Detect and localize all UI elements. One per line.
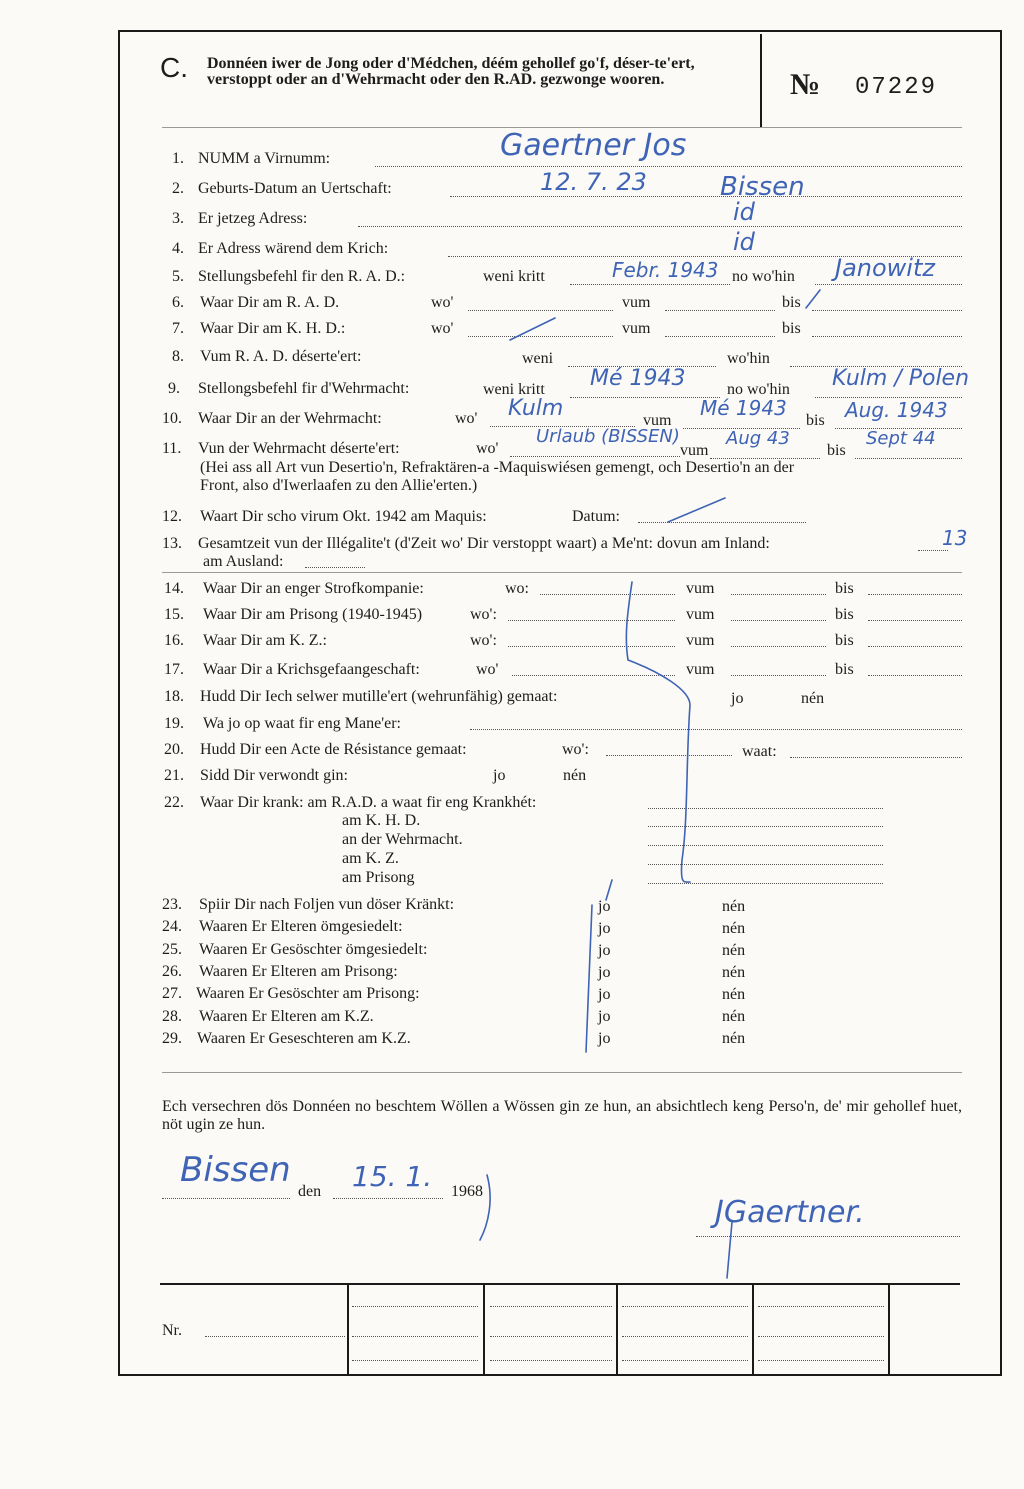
- row-26-number: 26.: [162, 963, 182, 980]
- row-23-no[interactable]: nén: [722, 898, 746, 915]
- declaration-text: Ech versechren dös Donnéen no beschtem Wöllen a Wössen gin ze hun, an absichtlech keng Perso'n, de' mir gehollef huet, nöt ugin ze hun.: [162, 1098, 962, 1133]
- row-18-label: Hudd Dir Iech selwer mutille'ert (wehrunfähig) gemaat:: [200, 688, 558, 705]
- stroke-row12: [668, 498, 725, 522]
- row-11-to-answer: Sept 44: [866, 428, 936, 449]
- row-24-yes[interactable]: jo: [598, 920, 611, 937]
- stroke-23-29: [586, 905, 592, 1052]
- row-26-yes[interactable]: jo: [598, 964, 611, 981]
- row-25-number: 25.: [162, 941, 182, 958]
- den-label: den: [298, 1183, 322, 1200]
- row-4-number: 4.: [172, 240, 184, 257]
- row-9-when-answer: Mé 1943: [590, 366, 686, 391]
- row-7-to-label: bis: [782, 320, 801, 337]
- date-answer: 15. 1.: [352, 1160, 433, 1193]
- row-6-label: Waar Dir am R. A. D.: [200, 294, 340, 311]
- row-11-to-label: bis: [827, 442, 846, 459]
- row-16-to-label: bis: [835, 632, 854, 649]
- row-1-answer: Gaertner Jos: [500, 128, 687, 163]
- row-13-label: Gesamtzeit vun der Illégalite't (d'Zeit wo' Dir verstoppt waart) a Me'nt: dovun am Inland:: [198, 535, 770, 552]
- row-29-number: 29.: [162, 1030, 182, 1047]
- row-19-number: 19.: [164, 715, 184, 732]
- row-6-where-label: wo': [431, 294, 454, 311]
- row-7-label: Waar Dir am K. H. D.:: [200, 320, 346, 337]
- row-5-when-label: weni kritt: [483, 268, 545, 285]
- row-14-to-label: bis: [835, 580, 854, 597]
- row-24-number: 24.: [162, 918, 182, 935]
- year-label: 1968: [451, 1183, 483, 1200]
- row-14-from-label: vum: [686, 580, 715, 597]
- row-11-note-2: Front, also d'Iwerlaafen zu den Allie'erten.): [200, 477, 478, 494]
- row-17-where-label: wo': [476, 661, 499, 678]
- row-11-from-label: vum: [680, 442, 709, 459]
- row-24-no[interactable]: nén: [722, 920, 746, 937]
- row-18-number: 18.: [164, 688, 184, 705]
- row-17-label: Waar Dir a Krichsgefaangeschaft:: [203, 661, 420, 678]
- row-28-label: Waaren Er Elteren am K.Z.: [199, 1008, 374, 1025]
- row-16-from-label: vum: [686, 632, 715, 649]
- row-3-answer: id: [733, 198, 755, 226]
- row-22-label: Waar Dir krank: am R.A.D. a waat fir eng Krankhét:: [200, 794, 537, 811]
- row-9-where-answer: Kulm / Polen: [832, 366, 970, 391]
- row-22-kz: am K. Z.: [342, 850, 399, 867]
- row-11-number: 11.: [162, 440, 182, 457]
- stroke-year: [480, 1175, 490, 1240]
- row-10-where-answer: Kulm: [508, 396, 564, 421]
- row-20-where-label: wo':: [562, 741, 589, 758]
- row-7-number: 7.: [172, 320, 184, 337]
- row-11-label: Vun der Wehrmacht déserte'ert:: [198, 440, 400, 457]
- row-8-when-label: weni: [522, 350, 554, 367]
- row-9-when-label: weni kritt: [483, 381, 545, 398]
- row-4-answer: id: [733, 228, 755, 256]
- row-18-no[interactable]: nén: [801, 690, 825, 707]
- row-27-label: Waaren Er Gesöschter am Prisong:: [196, 985, 420, 1002]
- row-8-label: Vum R. A. D. déserte'ert:: [200, 348, 362, 365]
- row-14-where-label: wo:: [505, 580, 529, 597]
- row-10-from-answer: Mé 1943: [700, 396, 787, 420]
- row-24-label: Waaren Er Elteren ömgesiedelt:: [199, 918, 403, 935]
- row-5-where-answer: Janowitz: [835, 254, 935, 282]
- row-4-label: Er Adress wärend dem Krich:: [198, 240, 389, 257]
- row-29-label: Waaren Er Geseschteren am K.Z.: [197, 1030, 411, 1047]
- place-answer: Bissen: [180, 1150, 291, 1190]
- row-16-number: 16.: [164, 632, 184, 649]
- row-2-date: 12. 7. 23: [540, 168, 647, 196]
- row-29-yes[interactable]: jo: [598, 1030, 611, 1047]
- row-25-yes[interactable]: jo: [598, 942, 611, 959]
- row-5-where-label: no wo'hin: [732, 268, 795, 285]
- row-1-number: 1.: [172, 150, 184, 167]
- row-22-prisong: am Prisong: [342, 869, 415, 886]
- stroke-row7: [510, 318, 555, 340]
- row-10-to-label: bis: [806, 412, 825, 429]
- number-symbol: №: [790, 68, 821, 101]
- row-2-number: 2.: [172, 180, 184, 197]
- stroke-row6: [806, 290, 820, 308]
- row-7-where-label: wo': [431, 320, 454, 337]
- row-15-from-label: vum: [686, 606, 715, 623]
- row-28-number: 28.: [162, 1008, 182, 1025]
- row-9-number: 9.: [168, 380, 180, 397]
- row-2-place: Bissen: [720, 172, 805, 202]
- row-6-from-label: vum: [622, 294, 651, 311]
- row-20-label: Hudd Dir een Acte de Résistance gemaat:: [200, 741, 467, 758]
- row-23-label: Spiir Dir nach Foljen vun döser Kränkt:: [199, 896, 455, 913]
- row-26-no[interactable]: nén: [722, 964, 746, 981]
- stroke-signature: [727, 1222, 732, 1278]
- row-11-where-answer: Urlaub (BISSEN): [536, 426, 680, 447]
- row-10-where-label: wo': [455, 410, 478, 427]
- row-19-label: Wa jo op waat fir eng Mane'er:: [203, 715, 401, 732]
- row-27-yes[interactable]: jo: [598, 986, 611, 1003]
- row-10-label: Waar Dir an der Wehrmacht:: [198, 410, 382, 427]
- row-22-khd: am K. H. D.: [342, 812, 421, 829]
- row-1-label: NUMM a Virnumm:: [198, 150, 331, 167]
- row-6-number: 6.: [172, 294, 184, 311]
- form-number: 07229: [855, 74, 938, 101]
- row-13-abroad-label: am Ausland:: [203, 553, 284, 570]
- row-3-label: Er jetzeg Adress:: [198, 210, 308, 227]
- stroke-23: [606, 880, 612, 900]
- row-11-where-label: wo': [476, 440, 499, 457]
- row-7-from-label: vum: [622, 320, 651, 337]
- row-27-no[interactable]: nén: [722, 986, 746, 1003]
- row-25-label: Waaren Er Gesöschter ömgesiedelt:: [199, 941, 428, 958]
- row-21-yes[interactable]: jo: [493, 767, 506, 784]
- row-21-number: 21.: [164, 767, 184, 784]
- row-17-number: 17.: [164, 661, 184, 678]
- row-28-no[interactable]: nén: [722, 1008, 746, 1025]
- row-22-number: 22.: [164, 794, 184, 811]
- row-21-label: Sidd Dir verwondt gin:: [200, 767, 348, 784]
- row-15-number: 15.: [164, 606, 184, 623]
- row-23-yes[interactable]: jo: [598, 898, 611, 915]
- row-15-label: Waar Dir am Prisong (1940-1945): [203, 606, 423, 623]
- row-23-number: 23.: [162, 896, 182, 913]
- row-15-to-label: bis: [835, 606, 854, 623]
- row-11-from-answer: Aug 43: [726, 428, 790, 449]
- row-12-label: Waart Dir scho virum Okt. 1942 am Maquis:: [200, 508, 487, 525]
- row-17-from-label: vum: [686, 661, 715, 678]
- row-5-label: Stellungsbefehl fir den R. A. D.:: [198, 268, 406, 285]
- row-18-yes[interactable]: jo: [731, 690, 744, 707]
- signature-answer: JGaertner.: [715, 1195, 865, 1230]
- row-28-yes[interactable]: jo: [598, 1008, 611, 1025]
- row-26-label: Waaren Er Elteren am Prisong:: [199, 963, 398, 980]
- row-5-when-answer: Febr. 1943: [612, 258, 719, 282]
- row-13-inland-answer: 13: [942, 526, 968, 550]
- stroke-block-14-22: [626, 582, 690, 882]
- row-22-wehrmacht: an der Wehrmacht.: [342, 831, 463, 848]
- row-15-where-label: wo':: [470, 606, 497, 623]
- row-5-number: 5.: [172, 268, 184, 285]
- row-6-to-label: bis: [782, 294, 801, 311]
- row-9-label: Stellongsbefehl fir d'Wehrmacht:: [198, 380, 410, 397]
- row-2-label: Geburts-Datum an Uertschaft:: [198, 180, 392, 197]
- row-3-number: 3.: [172, 210, 184, 227]
- section-letter: C.: [160, 52, 188, 83]
- row-9-where-label: no wo'hin: [727, 381, 790, 398]
- row-16-where-label: wo':: [470, 632, 497, 649]
- section-title: Donnéen iwer de Jong oder d'Médchen, déém gehollef go'f, déser-te'ert, verstoppt oder an d'Wehrmacht oder den R.AD. gezwonge wooren.: [207, 55, 695, 88]
- row-8-number: 8.: [172, 348, 184, 365]
- footer-nr-label: Nr.: [162, 1322, 182, 1339]
- row-10-to-answer: Aug. 1943: [845, 398, 948, 422]
- row-17-to-label: bis: [835, 661, 854, 678]
- row-14-label: Waar Dir an enger Strofkompanie:: [203, 580, 424, 597]
- row-25-no[interactable]: nén: [722, 942, 746, 959]
- row-10-number: 10.: [162, 410, 182, 427]
- row-20-what-label: waat:: [742, 743, 777, 760]
- row-12-date-label: Datum:: [572, 508, 620, 525]
- row-21-no[interactable]: nén: [563, 767, 587, 784]
- row-8-where-label: wo'hin: [727, 350, 770, 367]
- row-16-label: Waar Dir am K. Z.:: [203, 632, 327, 649]
- row-20-number: 20.: [164, 741, 184, 758]
- row-13-number: 13.: [162, 535, 182, 552]
- row-29-no[interactable]: nén: [722, 1030, 746, 1047]
- row-10-from-label: vum: [643, 412, 672, 429]
- row-11-note-1: (Hei ass all Art vun Desertio'n, Refraktären-a -Maquiswiésen gemengt, och Desertio'n an der: [200, 459, 795, 476]
- row-27-number: 27.: [162, 985, 182, 1002]
- row-12-number: 12.: [162, 508, 182, 525]
- row-14-number: 14.: [164, 580, 184, 597]
